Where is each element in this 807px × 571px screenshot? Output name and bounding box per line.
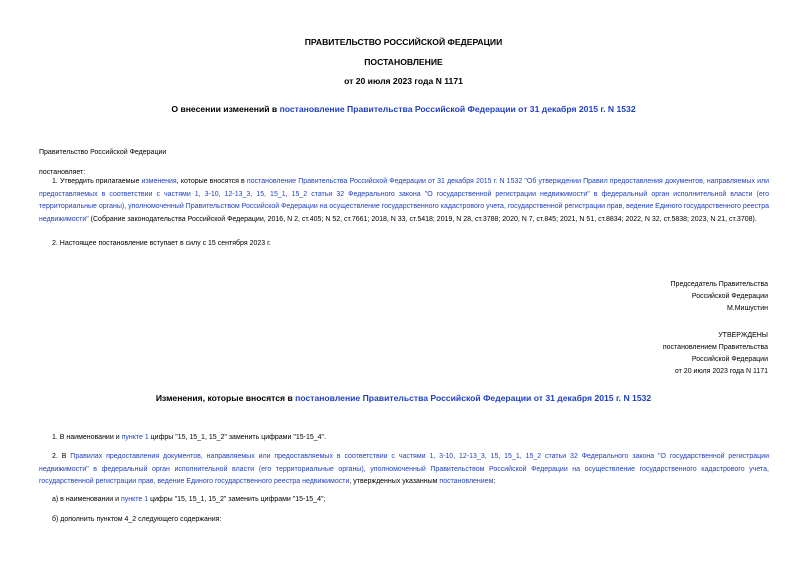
approval-line-4: от 20 июля 2023 года N 1171	[674, 368, 768, 375]
paragraph-1-middle: , которые вносятся в	[176, 178, 247, 185]
signature-block	[671, 279, 768, 315]
change-item-1-start: 1. В наименовании и	[52, 434, 122, 441]
approval-line-3: Российской Федерации	[691, 356, 768, 363]
signature-country: Российской Федерации	[691, 293, 768, 300]
change-item-2	[39, 451, 769, 489]
decree-short-link[interactable]: постановлением	[439, 478, 494, 485]
issuer-text: Правительство Российской Федерации	[39, 149, 167, 156]
document-type: ПОСТАНОВЛЕНИЕ	[364, 57, 443, 67]
change-item-2-middle: , утвержденных указанным	[349, 478, 440, 485]
signature-name: М.Мишустин	[726, 305, 768, 312]
point-1-link[interactable]: пункте 1	[121, 434, 149, 441]
paragraph-1	[39, 176, 769, 226]
document-date-number: от 20 июля 2023 года N 1171	[344, 76, 463, 86]
changes-title	[0, 393, 807, 405]
changes-link[interactable]: изменения	[141, 178, 177, 185]
change-item-2-end: :	[493, 478, 496, 485]
paragraph-1-end: (Собрание законодательства Российской Федерации, 2016, N 2, ст.405; N 52, ст.7661; 2018, N 33, ст.5418; 2019, N 28, ст.3788; 2020, N 7, ст.845; 2021, N 51, ст.8834; 2022, N 32, ст.5838; 2023, N 21, ст.3708).	[88, 215, 757, 223]
signature-position: Председатель Правительства	[670, 281, 768, 288]
change-item-a-end: цифры "15, 15_1, 15_2" заменить цифрами "15-15_4";	[148, 496, 326, 503]
change-item-1	[39, 432, 769, 445]
approval-heading: УТВЕРЖДЕНЫ	[718, 332, 768, 339]
paragraph-1-start: 1. Утвердить прилагаемые	[52, 178, 142, 185]
point-1-link-a[interactable]: пункте 1	[121, 496, 149, 503]
decrees-text: постановляет:	[39, 169, 86, 176]
change-item-a	[39, 494, 769, 507]
changes-decree-link[interactable]: постановление Правительства Российской Федерации от 31 декабря 2015 г. N 1532	[295, 393, 652, 403]
document-title-prefix: О внесении изменений в	[171, 104, 280, 114]
change-item-a-start: а) в наименовании и	[52, 496, 121, 503]
change-item-2-start: 2. В	[52, 453, 71, 460]
paragraph-2: 2. Настоящее постановление вступает в силу с 15 сентября 2023 г.	[52, 240, 271, 247]
document-title	[0, 104, 807, 116]
changes-title-prefix: Изменения, которые вносятся в	[155, 393, 296, 403]
approval-line-2: постановлением Правительства	[662, 344, 768, 351]
government-heading: ПРАВИТЕЛЬСТВО РОССИЙСКОЙ ФЕДЕРАЦИИ	[304, 37, 503, 47]
change-item-b: б) дополнить пунктом 4_2 следующего содержания:	[52, 516, 222, 523]
amended-decree-link[interactable]: постановление Правительства Российской Федерации от 31 декабря 2015 г. N 1532	[279, 104, 636, 114]
change-item-1-end: цифры "15, 15_1, 15_2" заменить цифрами "15-15_4".	[148, 434, 326, 441]
approval-block	[663, 330, 768, 378]
decree-1532-full-link[interactable]: постановление Правительства Российской Федерации от 31 декабря 2015 г. N 1532 "Об утверждении Правил предоставления документов, направляемых или предоставляемых в соответствии с частями 1, 3-10, 12-13_3, 15, 15_1, 15_2 статьи 32 Федерального закона "О государственной регистрации недвижимости" в федеральный орган исполнительной власти (его территориальные органы), уполномоченный Правительством Российской Федерации на осуществление государственного кадастрового учета, государственной регистрации прав, ведение Единого государственного реестра недвижимости"	[39, 178, 770, 223]
rules-link[interactable]: Правилах предоставления документов, направляемых или предоставляемых в соответствии с частями 1, 3-10, 12-13_3, 15, 15_1, 15_2 статьи 32 Федерального закона "О государственной регистрации недвижимости" в федеральный орган исполнительной власти (его территориальные органы), уполномоченный Правительством Российской Федерации на осуществление государственного кадастрового учета, государственной регистрации прав, ведение Единого государственного реестра недвижимости	[39, 453, 769, 485]
